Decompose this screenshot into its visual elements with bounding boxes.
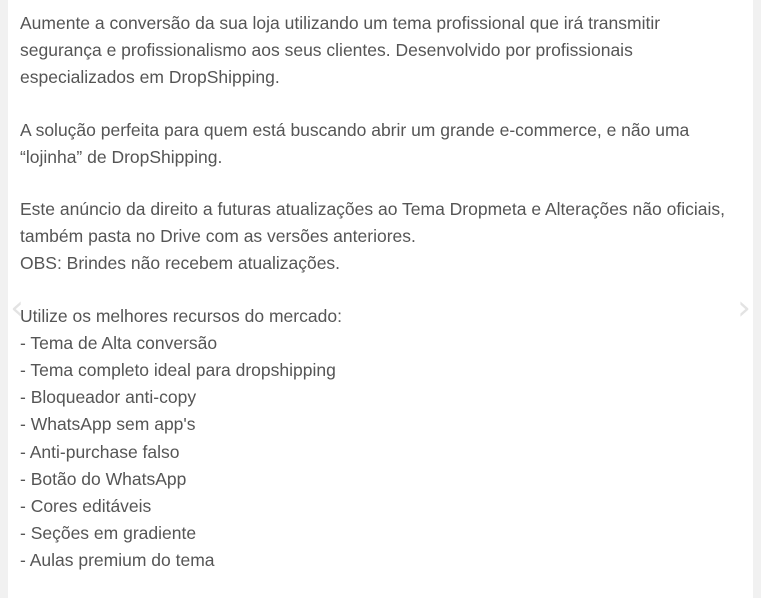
features-heading: Utilize os melhores recursos do mercado: [20,305,342,326]
description-content [20,10,741,575]
list-item: - Aulas premium do tema [20,550,215,571]
paragraph-note: OBS: Brindes não recebem atualizações. [20,253,341,274]
list-item: - Anti-purchase falso [20,441,180,462]
list-item: - WhatsApp sem app's [20,414,196,435]
paragraph-intro: Aumente a conversão da sua loja utilizando um tema profissional que irá transmitir segurança e profissionalismo aos seus clientes. Desenvolvido por profissionais especializados em DropShipping. [20,13,661,88]
list-item: - Bloqueador anti-copy [20,387,197,408]
list-item: - Tema de Alta conversão [20,332,218,353]
paragraph-updates: Este anúncio da direito a futuras atualizações ao Tema Dropmeta e Alterações não oficiais, também pasta no Drive com as versões anteriores. [20,199,725,247]
list-item: - Seções em gradiente [20,523,197,544]
list-item: - Botão do WhatsApp [20,468,187,489]
list-item: - Cores editáveis [20,496,152,517]
carousel-next-icon[interactable]: › [737,288,751,328]
paragraph-solution: A solução perfeita para quem está buscando abrir um grande e-commerce, e não uma “lojinha” de DropShipping. [20,119,690,167]
list-item: - Tema completo ideal para dropshipping [20,360,336,381]
features-list [20,330,741,575]
carousel-prev-icon[interactable]: ‹ [10,288,24,328]
